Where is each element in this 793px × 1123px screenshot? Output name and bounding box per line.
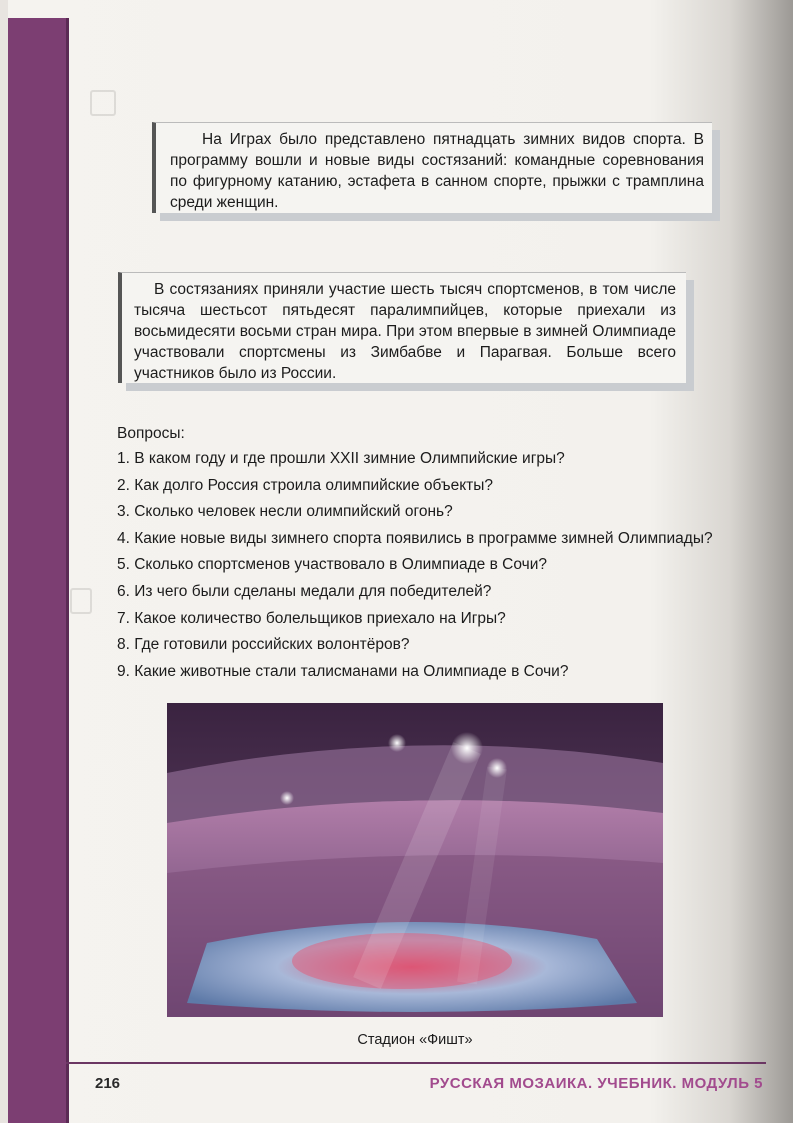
question-item: 7. Какое количество болельщиков приехало на Игры?: [117, 609, 506, 627]
question-item: 6. Из чего были сделаны медали для победителей?: [117, 582, 492, 600]
info-box-sports: [152, 122, 712, 213]
footer-rule: [66, 1062, 766, 1064]
questions-list: [117, 448, 777, 687]
page-left-edge: [0, 0, 8, 1123]
side-bar-rule: [66, 18, 69, 1123]
running-title: РУССКАЯ МОЗАИКА. УЧЕБНИК. МОДУЛЬ 5: [429, 1075, 763, 1092]
question-item: 3. Сколько человек несли олимпийский огонь?: [117, 503, 453, 521]
decorative-side-bar: [8, 18, 66, 1123]
questions-heading: Вопросы:: [117, 425, 185, 442]
info-box-participants: [118, 272, 686, 383]
question-item: 4. Какие новые виды зимнего спорта появились в программе зимней Олимпиады?: [117, 529, 713, 547]
question-item: 2. Как долго Россия строила олимпийские объекты?: [117, 476, 494, 494]
question-item: 9. Какие животные стали талисманами на Олимпиаде в Сочи?: [117, 662, 569, 680]
question-item: 8. Где готовили российских волонтёров?: [117, 636, 410, 654]
stadium-illustration: [167, 703, 663, 1017]
photo-caption: Стадион «Фишт»: [357, 1032, 473, 1048]
stadium-photo: [167, 703, 663, 1017]
bleed-through-mark: [90, 90, 116, 116]
info-box-participants-text: В состязаниях приняли участие шесть тысяч спортсменов, в том числе тысяча шестьсот пятьдесят паралимпийцев, которые приехали из восьмидесяти восьми стран мира. При этом впервые в зимней Олимпиаде участвовали спортсмены из Зимбабве и Парагвая. Больше всего участников было из России.: [134, 281, 676, 382]
info-box-sports-text: На Играх было представлено пятнадцать зимних видов спорта. В программу вошли и новые виды состязаний: командные соревнования по фигурному катанию, эстафета в санном спорте, прыжки с трамплина среди женщин.: [170, 131, 704, 211]
question-item: 5. Сколько спортсменов участвовало в Олимпиаде в Сочи?: [117, 556, 547, 574]
bleed-through-mark: [70, 588, 92, 614]
page-number: 216: [95, 1075, 121, 1092]
question-item: 1. В каком году и где прошли XXII зимние Олимпийские игры?: [117, 450, 565, 467]
